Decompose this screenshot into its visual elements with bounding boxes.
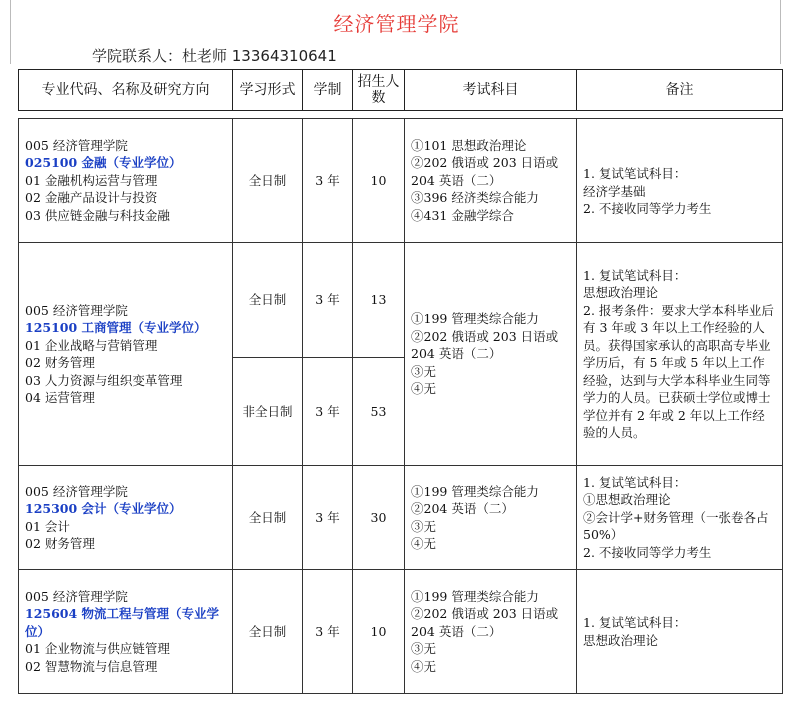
subject: ③无: [411, 518, 437, 534]
note: 经济学基础: [583, 183, 646, 199]
notes-cell: [577, 570, 783, 694]
direction: 02 金融产品设计与投资: [25, 190, 158, 206]
program-cell: [19, 119, 233, 243]
program-name: 025100 金融（专业学位）: [25, 155, 182, 171]
direction: 04 运营管理: [25, 390, 95, 405]
note: 1. 复试笔试科目：: [583, 267, 687, 283]
school-name: 005 经济管理学院: [25, 137, 128, 153]
notes-cell: [577, 119, 783, 243]
note: ②会计学+财务管理（一张卷各占 50%）: [583, 509, 769, 543]
direction: 03 人力资源与组织变革管理: [25, 372, 183, 388]
note: 2. 不接收同等学力考生: [583, 201, 712, 217]
program-table: [18, 118, 783, 694]
header-program: 专业代码、名称及研究方向: [19, 70, 233, 111]
header-table: [18, 69, 783, 111]
study-mode: 全日制: [233, 570, 303, 694]
notes-cell: [577, 243, 783, 466]
note: 思想政治理论: [583, 632, 659, 648]
table-row: [19, 243, 783, 358]
study-mode: 全日制: [233, 119, 303, 243]
subject: ②202 俄语或 203 日语或 204 英语（二）: [411, 606, 559, 639]
subject: ④431 金融学综合: [411, 207, 514, 223]
direction: 03 供应链金融与科技金融: [25, 207, 170, 223]
direction: 01 企业战略与营销管理: [25, 337, 158, 353]
direction: 01 金融机构运营与管理: [25, 172, 158, 188]
header-enroll: 招生人数: [353, 70, 405, 111]
table-row: [19, 466, 783, 570]
program-name: 125100 工商管理（专业学位）: [25, 320, 207, 335]
program-cell: [19, 570, 233, 694]
direction: 01 企业物流与供应链管理: [25, 641, 170, 657]
subjects-cell: [405, 119, 577, 243]
subjects-cell: [405, 243, 577, 466]
subject: ②202 俄语或 203 日语或 204 英语（二）: [411, 155, 559, 188]
subject: ②202 俄语或 203 日语或 204 英语（二）: [411, 328, 559, 362]
study-duration: 3 年: [303, 358, 353, 466]
program-cell: [19, 243, 233, 466]
program-name: 125604 物流工程与管理（专业学位）: [25, 606, 220, 639]
note: ①思想政治理论: [583, 492, 671, 508]
note: 1. 复试笔试科目：: [583, 615, 687, 630]
subject: ④无: [411, 658, 437, 674]
enroll-count: 13: [353, 243, 405, 358]
subject: ③无: [411, 641, 437, 657]
study-mode: 全日制: [233, 466, 303, 570]
contact-line: 学院联系人：杜老师 13364310641: [92, 47, 337, 65]
direction: 01 会计: [25, 518, 70, 534]
enroll-count: 10: [353, 570, 405, 694]
table-row: [19, 119, 783, 243]
subject: ①199 管理类综合能力: [411, 588, 539, 604]
notes-cell: [577, 466, 783, 570]
enroll-count: 53: [353, 358, 405, 466]
subject: ③无: [411, 363, 437, 379]
school-name: 005 经济管理学院: [25, 588, 128, 604]
program-name: 125300 会计（专业学位）: [25, 501, 182, 516]
direction: 02 财务管理: [25, 355, 95, 370]
direction: 02 财务管理: [25, 536, 95, 551]
table-row: [19, 570, 783, 694]
subjects-cell: [405, 466, 577, 570]
note: 1. 复试笔试科目：: [583, 166, 687, 182]
subject: ①101 思想政治理论: [411, 137, 527, 153]
study-duration: 3 年: [303, 466, 353, 570]
subject: ④无: [411, 381, 437, 397]
header-mode: 学习形式: [233, 70, 303, 111]
subject: ①199 管理类综合能力: [411, 483, 539, 499]
header-duration: 学制: [303, 70, 353, 111]
subject: ②204 英语（二）: [411, 501, 514, 516]
school-name: 005 经济管理学院: [25, 302, 128, 318]
program-cell: [19, 466, 233, 570]
note: 2. 报考条件：要求大学本科毕业后有 3 年或 3 年以上工作经验的人员。获得国家承认的高职高专毕业学历后，有 5 年或 5 年以上工作经验，达到与大学本科毕业生同等学力的人员。已获硕士学位或博士学位并有 2 年或 2 年以上工作经验的人员。: [583, 302, 774, 440]
page-title: 经济管理学院: [333, 12, 460, 36]
subject: ④无: [411, 536, 437, 551]
direction: 02 智慧物流与信息管理: [25, 658, 158, 674]
study-duration: 3 年: [303, 119, 353, 243]
study-duration: 3 年: [303, 570, 353, 694]
subject: ①199 管理类综合能力: [411, 311, 539, 327]
subject: ③396 经济类综合能力: [411, 190, 539, 206]
enroll-count: 30: [353, 466, 405, 570]
enroll-count: 10: [353, 119, 405, 243]
school-name: 005 经济管理学院: [25, 483, 128, 499]
note: 1. 复试笔试科目：: [583, 474, 687, 490]
subjects-cell: [405, 570, 577, 694]
note: 2. 不接收同等学力考生: [583, 544, 712, 560]
note: 思想政治理论: [583, 285, 659, 300]
header-subjects: 考试科目: [405, 70, 577, 111]
study-duration: 3 年: [303, 243, 353, 358]
study-mode: 全日制: [233, 243, 303, 358]
header-notes: 备注: [577, 70, 783, 111]
study-mode: 非全日制: [233, 358, 303, 466]
